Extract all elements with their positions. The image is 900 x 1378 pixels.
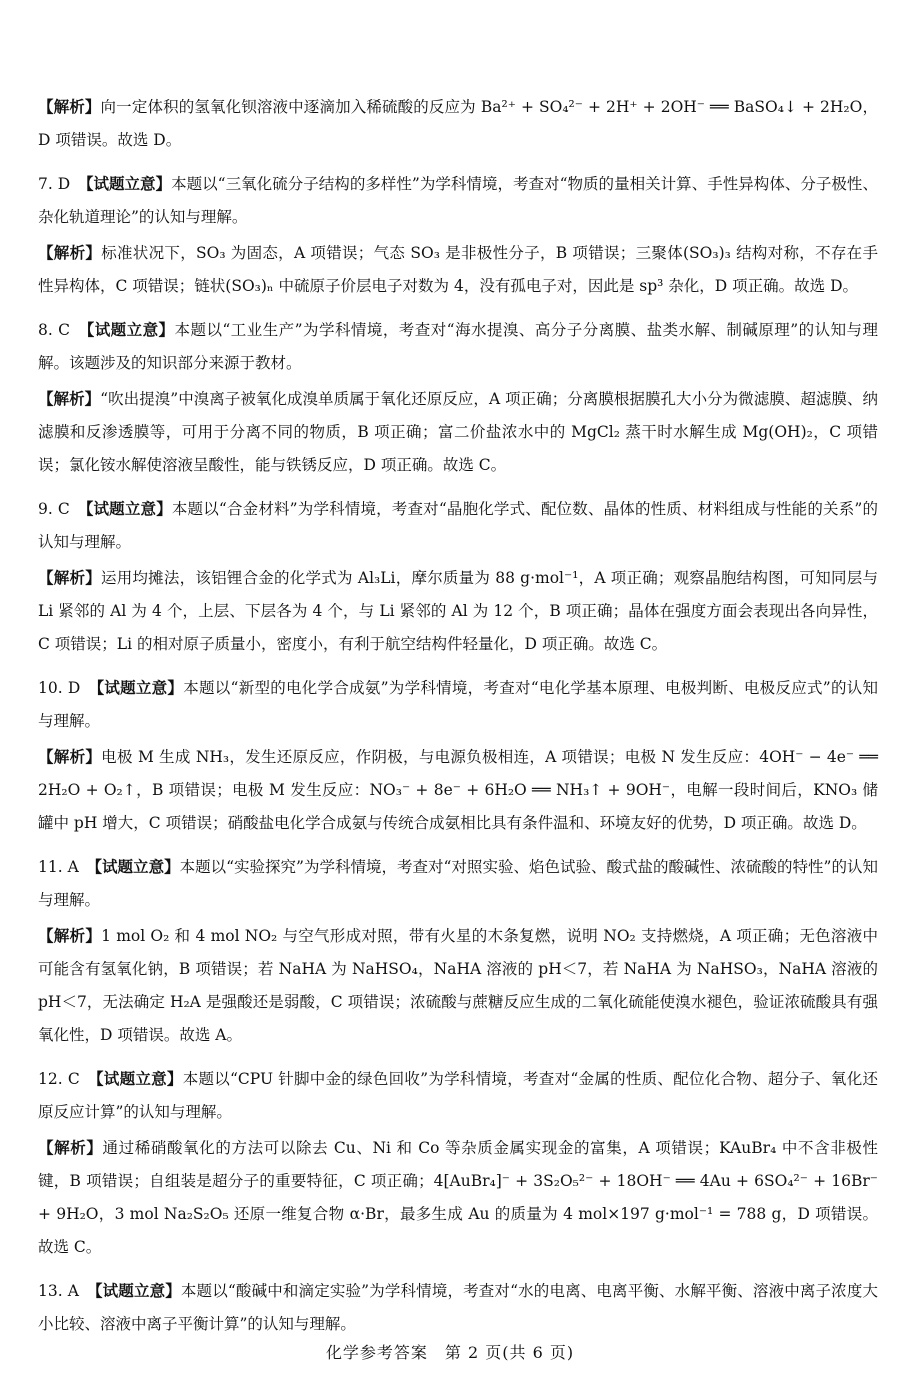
topic-tag: 【试题立意】: [95, 1069, 183, 1088]
page-footer: 化学参考答案 第 2 页(共 6 页): [325, 1343, 575, 1362]
question-line: [38, 313, 878, 380]
topic-text: 本题以“CPU 针脚中金的绿色回收”为学科情境，考查对“金属的性质、配位化合物、超分子、氧化还原反应计算”的认知与理解。: [38, 1070, 878, 1121]
topic-tag: 【试题立意】: [96, 678, 184, 697]
analysis-tag: 【解析】: [38, 926, 102, 945]
analysis-line: [38, 382, 878, 482]
analysis-tag: 【解析】: [38, 568, 101, 587]
analysis-tag: 【解析】: [38, 1138, 103, 1157]
topic-text: 本题以“酸碱中和滴定实验”为学科情境，考查对“水的电离、电离平衡、水解平衡、溶液中离子浓度大小比较、溶液中离子平衡计算”的认知与理解。: [38, 1282, 878, 1333]
question-line: [38, 1062, 878, 1129]
topic-text: 本题以“实验探究”为学科情境，考查对“对照实验、焰色试验、酸式盐的酸碱性、浓硫酸的特性”的认知与理解。: [38, 858, 878, 909]
answer-item: [38, 671, 878, 840]
answer-item: [38, 1062, 878, 1264]
analysis-line: [38, 236, 878, 303]
answer-number: 7. D: [38, 175, 71, 193]
answer-number: 10. D: [38, 679, 81, 697]
topic-tag: 【试题立意】: [86, 320, 175, 339]
question-line: [38, 850, 878, 917]
analysis-line: [38, 561, 878, 661]
answer-number: 13. A: [38, 1282, 79, 1300]
analysis-text: 向一定体积的氢氧化钡溶液中逐滴加入稀硫酸的反应为 Ba²⁺ + SO₄²⁻ + 2H⁺ + 2OH⁻ ══ BaSO₄↓ + 2H₂O，D 项错误。故选 D。: [38, 98, 878, 149]
topic-text: 本题以“三氧化硫分子结构的多样性”为学科情境，考查对“物质的量相关计算、手性异构体、分子极性、杂化轨道理论”的认知与理解。: [38, 175, 878, 226]
analysis-line: [38, 919, 878, 1052]
question-line: [38, 167, 878, 234]
answer-item: [38, 492, 878, 661]
answer-number: 12. C: [38, 1070, 80, 1088]
answer-item: [38, 90, 878, 157]
analysis-tag: 【解析】: [38, 389, 101, 408]
topic-tag: 【试题立意】: [85, 499, 172, 518]
analysis-text: 运用均摊法，该铝锂合金的化学式为 Al₃Li，摩尔质量为 88 g·mol⁻¹，A 项正确；观察晶胞结构图，可知同层与 Li 紧邻的 Al 为 4 个，上层、下层各为 4 个，与 Li 紧邻的 Al 为 12 个，B 项正确；晶体在强度方面会表现出各向异性，C 项错误；Li 的相对原子质量小，密度小，有利于航空结构件轻量化，D 项正确。故选 C。: [38, 569, 878, 653]
answer-number: 8. C: [38, 321, 71, 339]
analysis-text: 1 mol O₂ 和 4 mol NO₂ 与空气形成对照，带有火星的木条复燃，说明 NO₂ 支持燃烧，A 项正确；无色溶液中可能含有氢氧化钠，B 项错误；若 NaHA 为 NaHSO₄，NaHA 溶液的 pH＜7，若 NaHA 为 NaHSO₃，NaHA 溶液的 pH＜7，无法确定 H₂A 是强酸还是弱酸，C 项错误；浓硫酸与蔗糖反应生成的二氧化硫能使溴水褪色，验证浓硫酸具有强氧化性，D 项错误。故选 A。: [38, 927, 878, 1044]
answer-list: [38, 90, 878, 1341]
analysis-tag: 【解析】: [38, 747, 102, 766]
topic-tag: 【试题立意】: [94, 857, 180, 876]
topic-text: 本题以“新型的电化学合成氨”为学科情境，考查对“电化学基本原理、电极判断、电极反应式”的认知与理解。: [38, 679, 878, 730]
analysis-text: 标准状况下，SO₃ 为固态，A 项错误；气态 SO₃ 是非极性分子，B 项错误；三聚体(SO₃)₃ 结构对称，不存在手性异构体，C 项错误；链状(SO₃)ₙ 中硫原子价层电子对数为 4，没有孤电子对，因此是 sp³ 杂化，D 项正确。故选 D。: [38, 244, 878, 295]
question-line: [38, 1274, 878, 1341]
answer-number: 9. C: [38, 500, 70, 518]
answer-item: [38, 167, 878, 303]
topic-tag: 【试题立意】: [85, 174, 172, 193]
analysis-tag: 【解析】: [38, 243, 102, 262]
analysis-line: [38, 1131, 878, 1264]
topic-tag: 【试题立意】: [94, 1281, 181, 1300]
analysis-line: [38, 90, 878, 157]
answer-item: [38, 1274, 878, 1341]
question-line: [38, 671, 878, 738]
analysis-text: 通过稀硝酸氧化的方法可以除去 Cu、Ni 和 Co 等杂质金属实现金的富集，A 项错误；KAuBr₄ 中不含非极性键，B 项错误；自组装是超分子的重要特征，C 项正确；4[AuBr₄]⁻ + 3S₂O₅²⁻ + 18OH⁻ ══ 4Au + 6SO₄²⁻ + 16Br⁻ + 9H₂O，3 mol Na₂S₂O₅ 还原一维复合物 α·Br，最多生成 Au 的质量为 4 mol×197 g·mol⁻¹ = 788 g，D 项错误。故选 C。: [38, 1139, 878, 1256]
answer-item: [38, 850, 878, 1052]
analysis-line: [38, 740, 878, 840]
analysis-text: 电极 M 生成 NH₃，发生还原反应，作阴极，与电源负极相连，A 项错误；电极 N 发生反应：4OH⁻ − 4e⁻ ══ 2H₂O + O₂↑，B 项错误；电极 M 发生反应：NO₃⁻ + 8e⁻ + 6H₂O ══ NH₃↑ + 9OH⁻，电解一段时间后，KNO₃ 储罐中 pH 增大，C 项错误；硝酸盐电化学合成氨与传统合成氨相比具有条件温和、环境友好的优势，D 项正确。故选 D。: [38, 748, 878, 832]
analysis-text: “吹出提溴”中溴离子被氧化成溴单质属于氧化还原反应，A 项正确；分离膜根据膜孔大小分为微滤膜、超滤膜、纳滤膜和反渗透膜等，可用于分离不同的物质，B 项正确；富二价盐浓水中的 MgCl₂ 蒸干时水解生成 Mg(OH)₂，C 项错误；氯化铵水解使溶液呈酸性，能与铁锈反应，D 项正确。故选 C。: [38, 390, 878, 474]
answer-number: 11. A: [38, 858, 79, 876]
topic-text: 本题以“工业生产”为学科情境，考查对“海水提溴、高分子分离膜、盐类水解、制碱原理”的认知与理解。该题涉及的知识部分来源于教材。: [38, 321, 878, 372]
analysis-tag: 【解析】: [38, 97, 101, 116]
question-line: [38, 492, 878, 559]
topic-text: 本题以“合金材料”为学科情境，考查对“晶胞化学式、配位数、晶体的性质、材料组成与性能的关系”的认知与理解。: [38, 500, 878, 551]
answer-item: [38, 313, 878, 482]
